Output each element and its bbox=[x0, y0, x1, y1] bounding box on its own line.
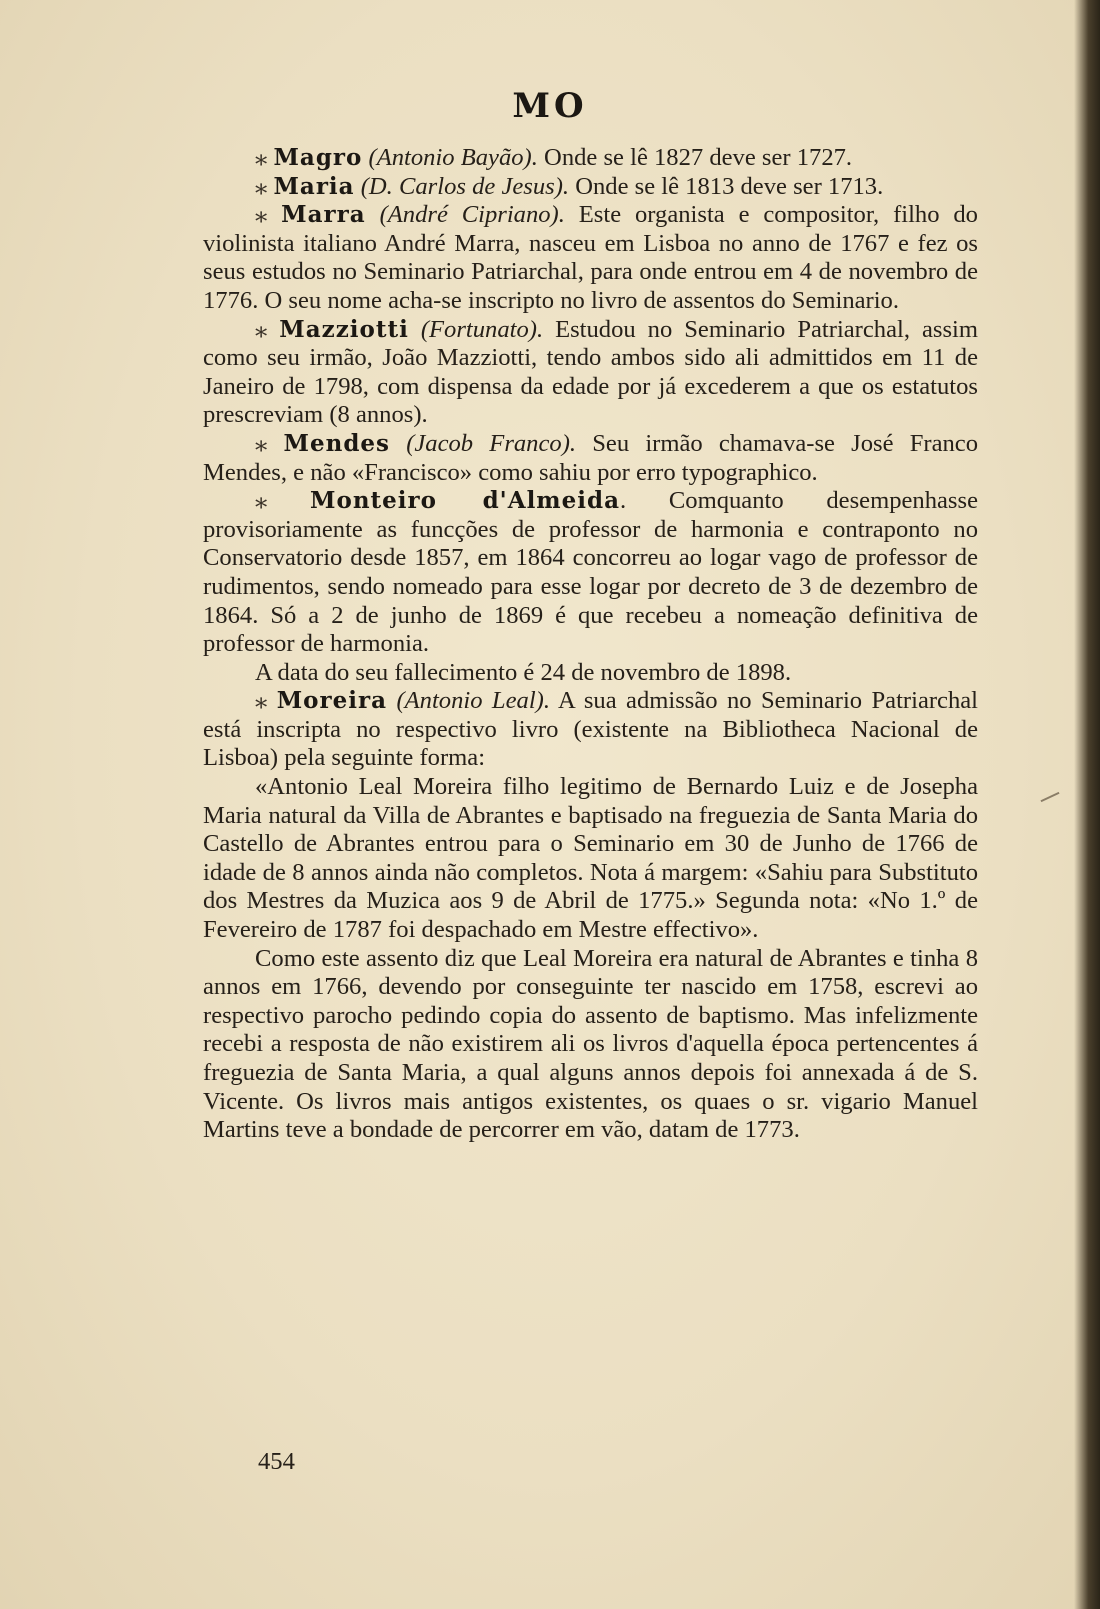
page-edge-shadow bbox=[1074, 0, 1100, 1609]
entry-name: (Antonio Leal). bbox=[396, 687, 550, 715]
entry-text: Onde se lê 1813 deve ser 1713. bbox=[569, 172, 884, 200]
entry-text: A sua admissão no Seminario Patriarchal está inscripta no respectivo livro (existente na Bibliotheca Nacional de Lisboa) pela seguinte forma: bbox=[203, 687, 979, 772]
paragraph-fallecimento: A data do seu fallecimento é 24 de novembro de 1898. bbox=[255, 658, 792, 686]
headword: Maria bbox=[273, 172, 355, 200]
headword: Marra bbox=[281, 201, 366, 229]
entry-text: . Comquanto desempenhasse provisoriamente as funcções de professor de harmonia e contraponto no Conservatorio desde 1857, em 1864 concorreu ao logar vago de professor de rudimentos, sendo nomeado para esse logar por decreto de 3 de dezembro de 1864. Só a 2 de junho de 1869 é que recebeu a nomeação definitiva de professor de harmonia. bbox=[203, 487, 978, 658]
entry-maria: ⁎ Maria (D. Carlos de Jesus). Onde se lê 1813 deve ser 1713. bbox=[255, 172, 884, 200]
running-header: MO bbox=[512, 86, 588, 126]
headword: Mendes bbox=[283, 429, 390, 457]
entry-moreira: ⁎ Moreira (Antonio Leal). A sua admissão no Seminario Patriarchal está inscripta no respectivo livro (existente na Bibliotheca Nacional de Lisboa) pela seguinte forma: bbox=[203, 687, 979, 772]
paragraph-assento: Como este assento diz que Leal Moreira era natural de Abrantes e tinha 8 annos em 1766, devendo por conseguinte ter nascido em 1758, escrevi ao respectivo parocho pedindo copia do assento de baptismo. Mas infelizmente recebi a resposta de não existirem ali os livros d'aquella época pertencentes á freguezia de Santa Maria, a qual alguns annos depois foi annexada á de S. Vicente. Os livros mais antigos existentes, os quaes o sr. vigario Manuel Martins teve a bondade de percorrer em vão, datam de 1773. bbox=[203, 944, 978, 1144]
headword: Moreira bbox=[276, 687, 388, 715]
headword: Magro bbox=[273, 144, 363, 171]
main-text bbox=[203, 144, 978, 1145]
entry-marra: ⁎ Marra (André Cipriano). Este organista e compositor, filho do violinista italiano André Marra, nasceu em Lisboa no anno de 1767 e fez os seus estudos no Seminario Patriarchal, para onde entrou em 4 de novembro de 1776. O seu nome acha-se inscripto no livro de assentos do Seminario. bbox=[203, 201, 978, 314]
page-number: 454 bbox=[258, 1448, 295, 1475]
entry-name: (Antonio Bayão). bbox=[368, 144, 538, 171]
quote-paragraph: «Antonio Leal Moreira filho legitimo de Bernardo Luiz e de Josepha Maria natural da Villa de Abrantes e baptisado na freguezia de Santa Maria do Castello de Abrantes entrou para o Seminario em 30 de Junho de 1766 de idade de 8 annos ainda não completos. Nota á margem: «Sahiu para Substituto dos Mestres da Muzica aos 9 de Abril de 1775.» Segunda nota: «No 1.º de Fevereiro de 1787 foi despachado em Mestre effectivo». bbox=[203, 773, 978, 944]
entry-monteiro: ⁎ Monteiro d'Almeida. Comquanto desempenhasse provisoriamente as funcções de professor de harmonia e contraponto no Conservatorio desde 1857, em 1864 concorreu ao logar vago de professor de rudimentos, sendo nomeado para esse logar por decreto de 3 de dezembro de 1864. Só a 2 de junho de 1869 é que recebeu a nomeação definitiva de professor de harmonia. bbox=[203, 487, 978, 658]
entry-name: (Fortunato). bbox=[420, 315, 544, 343]
headword: Monteiro d'Almeida bbox=[310, 487, 620, 515]
entry-mendes: ⁎ Mendes (Jacob Franco). Seu irmão chamava-se José Franco Mendes, e não «Francisco» como sahiu por erro typographico. bbox=[203, 429, 978, 486]
entry-text: Onde se lê 1827 deve ser 1727. bbox=[537, 144, 853, 171]
entry-magro: ⁎ Magro (Antonio Bayão). Onde se lê 1827 deve ser 1727. bbox=[255, 144, 853, 171]
entry-name: (D. Carlos de Jesus). bbox=[360, 172, 570, 200]
entry-name: (André Cipriano). bbox=[379, 201, 565, 229]
entry-mazziotti: ⁎ Mazziotti (Fortunato). Estudou no Seminario Patriarchal, assim como seu irmão, João Mazziotti, tendo ambos sido ali admittidos em 11 de Janeiro de 1798, com dispensa da edade por já excederem a que os estatutos prescreviam (8 annos). bbox=[203, 315, 978, 429]
entry-text: Estudou no Seminario Patriarchal, assim como seu irmão, João Mazziotti, tendo ambos sido ali admittidos em 11 de Janeiro de 1798, com dispensa da edade por já excederem a que os estatutos prescreviam (8 annos). bbox=[203, 315, 978, 429]
headword: Mazziotti bbox=[279, 315, 409, 343]
entry-text: Este organista e compositor, filho do violinista italiano André Marra, nasceu em Lisboa no anno de 1767 e fez os seus estudos no Seminario Patriarchal, para onde entrou em 4 de novembro de 1776. O seu nome acha-se inscripto no livro de assentos do Seminario. bbox=[203, 201, 978, 314]
entry-name: (Jacob Franco). bbox=[406, 429, 577, 457]
entry-text: Seu irmão chamava-se José Franco Mendes, e não «Francisco» como sahiu por erro typographico. bbox=[203, 429, 978, 486]
